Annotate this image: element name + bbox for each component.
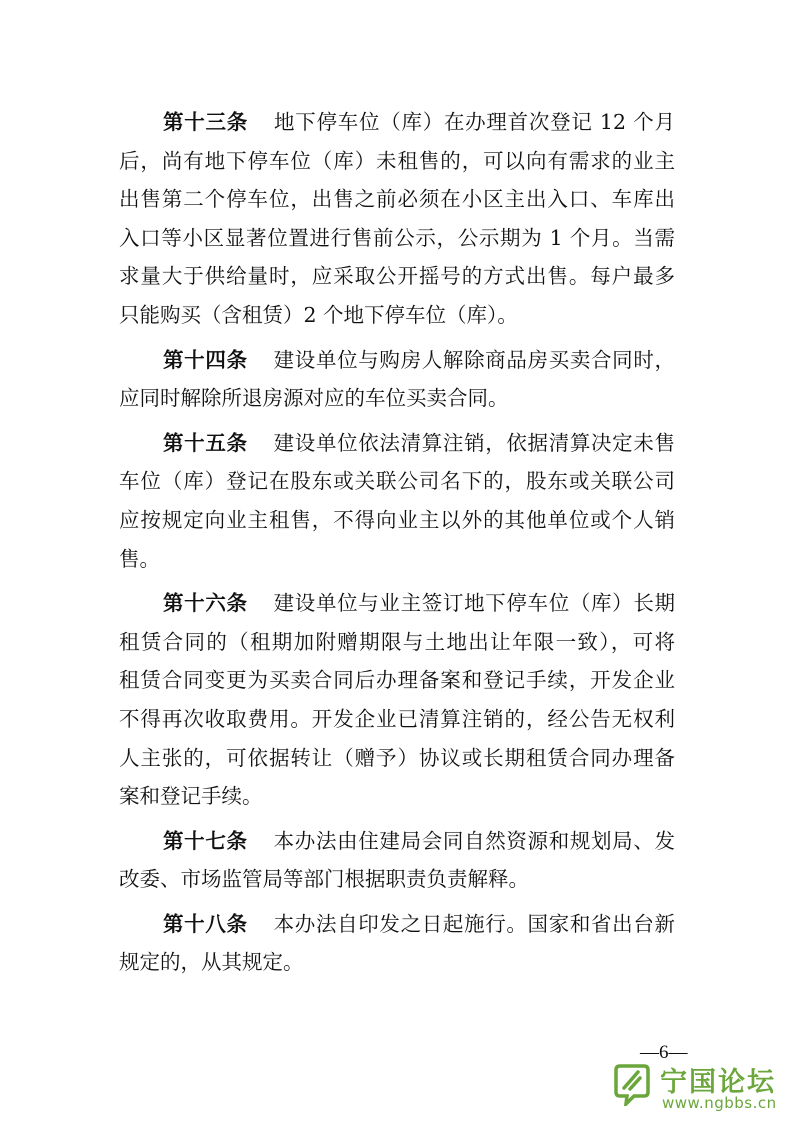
article-text: 建设单位与业主签订地下停车位（库）长期 <box>273 591 676 616</box>
article-line: 后，尚有地下停车位（库）未租售的，可以向有需求的业主 <box>119 148 675 173</box>
article-text: 建设单位与购房人解除商品房买卖合同时， <box>273 347 676 372</box>
article-heading: 第十四条 <box>163 347 248 372</box>
article-line: 求量大于供给量时，应采取公开摇号的方式出售。每户最多 <box>119 264 675 289</box>
article-line <box>119 341 675 380</box>
article-13 <box>119 103 675 335</box>
watermark-title: 宁国论坛 <box>660 1067 776 1098</box>
forum-logo-icon <box>612 1062 652 1106</box>
watermark <box>612 1058 782 1114</box>
article-line: 租赁合同变更为买卖合同后办理备案和登记手续，开发企业 <box>119 668 675 693</box>
article-line: 规定的，从其规定。 <box>119 950 304 975</box>
article-line: 租赁合同的（租期加附赠期限与土地出让年限一致），可将 <box>119 629 675 654</box>
page-number: —6— <box>640 1042 688 1063</box>
article-text: 本办法自印发之日起施行。国家和省出台新 <box>273 911 676 936</box>
article-heading: 第十六条 <box>163 591 248 616</box>
article-line: 入口等小区显著位置进行售前公示，公示期为 1 个月。当需 <box>119 225 675 250</box>
article-16 <box>119 584 675 816</box>
article-17 <box>119 822 675 899</box>
article-line <box>119 584 675 623</box>
article-line: 出售第二个停车位，出售之前必须在小区主出入口、车库出 <box>119 187 675 212</box>
article-line: 应按规定向业主租售，不得向业主以外的其他单位或个人销 <box>119 507 675 532</box>
document-body <box>119 103 675 988</box>
article-line <box>119 103 675 142</box>
article-18 <box>119 905 675 982</box>
article-line <box>119 822 675 861</box>
article-line <box>119 424 675 463</box>
article-line: 改委、市场监管局等部门根据职责负责解释。 <box>119 867 529 892</box>
article-line: 人主张的，可依据转让（赠予）协议或长期租赁合同办理备 <box>119 745 675 770</box>
article-line: 售。 <box>119 546 160 571</box>
article-line: 不得再次收取费用。开发企业已清算注销的，经公告无权利 <box>119 706 675 731</box>
article-heading: 第十三条 <box>163 110 248 134</box>
article-line: 应同时解除所退房源对应的车位买卖合同。 <box>119 386 509 411</box>
article-text: 地下停车位（库）在办理首次登记 12 个月 <box>273 110 675 134</box>
article-heading: 第十七条 <box>163 828 248 853</box>
watermark-url: www.ngbbs.cn <box>662 1094 777 1112</box>
article-line <box>119 905 675 944</box>
article-14 <box>119 341 675 418</box>
article-line: 车位（库）登记在股东或关联公司名下的，股东或关联公司 <box>119 469 675 494</box>
article-heading: 第十八条 <box>163 911 248 936</box>
article-15 <box>119 424 675 578</box>
article-line: 案和登记手续。 <box>119 784 263 809</box>
article-text: 本办法由住建局会同自然资源和规划局、发 <box>273 828 676 853</box>
article-line: 只能购买（含租赁）2 个地下停车位（库）。 <box>119 302 518 327</box>
article-text: 建设单位依法清算注销，依据清算决定未售 <box>273 430 676 455</box>
article-heading: 第十五条 <box>163 430 248 455</box>
